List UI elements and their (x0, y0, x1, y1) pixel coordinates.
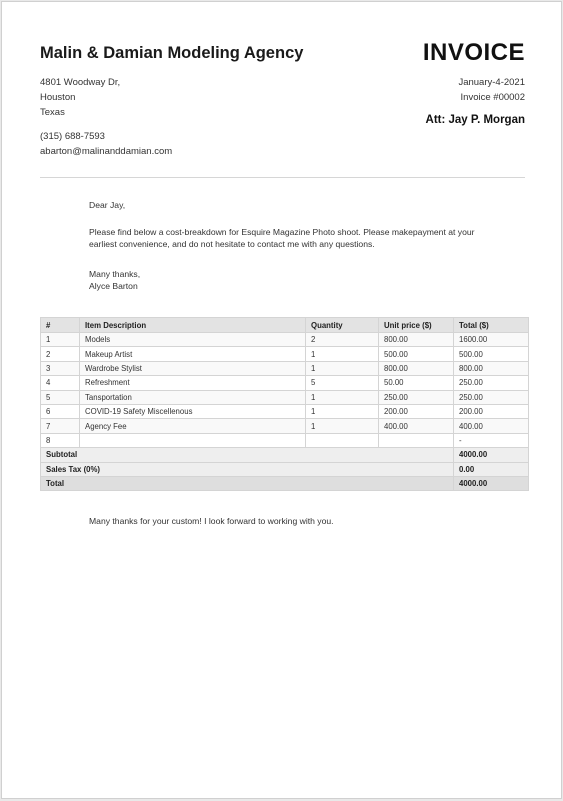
invoice-items-table (40, 317, 529, 491)
table-row (41, 361, 529, 375)
table-cell: 6 (41, 404, 80, 418)
table-cell: 1 (306, 419, 379, 433)
table-row (41, 333, 529, 347)
table-cell: 400.00 (379, 419, 454, 433)
table-cell: 3 (41, 361, 80, 375)
invoice-page (1, 1, 562, 799)
sales-tax-label: Sales Tax (0%) (41, 462, 454, 476)
invoice-number: Invoice #00002 (460, 92, 525, 103)
table-cell: 1 (306, 347, 379, 361)
table-cell: 1 (41, 333, 80, 347)
table-cell: 8 (41, 433, 80, 447)
table-cell: 250.00 (454, 390, 529, 404)
table-cell: 500.00 (379, 347, 454, 361)
total-value: 4000.00 (454, 476, 529, 490)
table-body (41, 333, 529, 448)
table-cell (379, 433, 454, 447)
table-cell: 800.00 (379, 361, 454, 375)
table-row (41, 376, 529, 390)
table-cell: 800.00 (454, 361, 529, 375)
table-cell: 5 (41, 390, 80, 404)
company-name: Malin & Damian Modeling Agency (40, 44, 304, 62)
table-cell: 200.00 (454, 404, 529, 418)
email-address: abarton@malinanddamian.com (40, 146, 173, 157)
column-header: Quantity (306, 318, 379, 333)
address-line: 4801 Woodway Dr, (40, 77, 121, 88)
table-cell: COVID-19 Safety Miscellenous (80, 404, 306, 418)
letter-body: Please find below a cost-breakdown for Esquire Magazine Photo shoot. Please makepayment at your earliest convenience, and do not hesitate to contact me with any questions. (89, 227, 475, 249)
invoice-meta (458, 75, 525, 105)
letter-signoff (89, 268, 489, 292)
table-row (41, 433, 529, 447)
sales-tax-row (41, 462, 529, 476)
table-cell: 200.00 (379, 404, 454, 418)
signoff-text: Many thanks, (89, 269, 141, 279)
table-cell: 4 (41, 376, 80, 390)
table-cell: 400.00 (454, 419, 529, 433)
attention-line: Att: Jay P. Morgan (425, 114, 525, 126)
column-header: Total ($) (454, 318, 529, 333)
sales-tax-value: 0.00 (454, 462, 529, 476)
table-cell: 250.00 (379, 390, 454, 404)
subtotal-row (41, 448, 529, 462)
table-row (41, 390, 529, 404)
address-line: Houston (40, 92, 76, 103)
table-cell: 7 (41, 419, 80, 433)
column-header: Item Description (80, 318, 306, 333)
table-cell: 800.00 (379, 333, 454, 347)
subtotal-label: Subtotal (41, 448, 454, 462)
phone-number: (315) 688-7593 (40, 131, 105, 142)
table-cell: 1 (306, 390, 379, 404)
table-cell: Agency Fee (80, 419, 306, 433)
table-cell (306, 433, 379, 447)
table-cell: 2 (306, 333, 379, 347)
total-row (41, 476, 529, 490)
table-cell: Makeup Artist (80, 347, 306, 361)
table-cell: Refreshment (80, 376, 306, 390)
table-cell: - (454, 433, 529, 447)
table-cell: Wardrobe Stylist (80, 361, 306, 375)
invoice-title: INVOICE (422, 39, 525, 66)
table-cell: Tansportation (80, 390, 306, 404)
closing-message: Many thanks for your custom! I look forward to working with you. (89, 516, 334, 526)
table-header-row (41, 318, 529, 333)
table-cell: 250.00 (454, 376, 529, 390)
subtotal-value: 4000.00 (454, 448, 529, 462)
table-cell (80, 433, 306, 447)
table-row (41, 347, 529, 361)
table-cell: 500.00 (454, 347, 529, 361)
sender-contact (40, 129, 172, 159)
header-divider (40, 177, 525, 178)
column-header: Unit price ($) (379, 318, 454, 333)
table-cell: 1600.00 (454, 333, 529, 347)
table-cell: 2 (41, 347, 80, 361)
table-cell: 1 (306, 404, 379, 418)
table-row (41, 404, 529, 418)
invoice-date: January-4-2021 (458, 77, 525, 88)
table-cell: Models (80, 333, 306, 347)
table-cell: 1 (306, 361, 379, 375)
letter-greeting: Dear Jay, (89, 200, 126, 210)
table-cell: 50.00 (379, 376, 454, 390)
signature-name: Alyce Barton (89, 281, 138, 291)
table-cell: 5 (306, 376, 379, 390)
sender-address (40, 75, 120, 120)
column-header: # (41, 318, 80, 333)
total-label: Total (41, 476, 454, 490)
table-row (41, 419, 529, 433)
address-line: Texas (40, 107, 65, 118)
